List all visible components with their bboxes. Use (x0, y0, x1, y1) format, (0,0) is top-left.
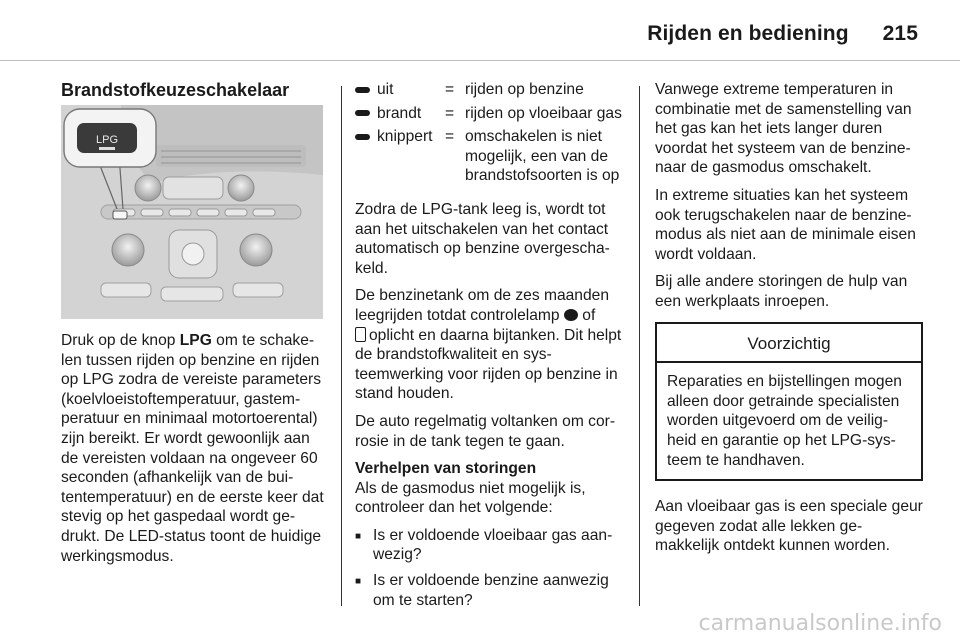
header-rule (0, 60, 960, 61)
page-header (647, 22, 918, 46)
column-1 (61, 331, 325, 574)
list-item: ■ Is er voldoende vloeibaar gas aan-wezig? (355, 526, 623, 565)
led-icon (355, 110, 370, 116)
led-status-table (355, 80, 623, 190)
column-divider (639, 86, 640, 606)
led-row: uit = rijden op benzine (355, 80, 623, 104)
paragraph: Zodra de LPG-tank leeg is, wordt tot aan het uitschakelen van het contact automatisch op benzine overgescha-keld. (355, 200, 610, 277)
page-number: 215 (882, 22, 918, 45)
led-icon (355, 134, 370, 140)
column-divider (341, 86, 342, 606)
led-row: knippert = omschakelen is niet mogelijk, een van de brandstofsoorten is op (355, 127, 623, 190)
paragraph: De benzinetank om de zes maanden leegrijden totdat controlelamp of oplicht en daarna bijtanken. Dit helpt de brandstofkwaliteit en sys-teemwerking voor rijden op benzine in stand houden. (355, 287, 622, 403)
lpg-button-label: LPG (95, 134, 119, 146)
paragraph: Als de gasmodus niet mogelijk is, controleer dan het volgende: (355, 479, 586, 517)
list-item: ■ Is er voldoende benzine aanwezig om te starten? (355, 571, 623, 610)
column-3 (655, 80, 923, 564)
dashboard-illustration (61, 105, 323, 319)
fuel-pump-icon (355, 327, 366, 342)
watermark: carmanualsonline.info (698, 611, 942, 636)
led-icon (355, 87, 370, 93)
paragraph: In extreme situaties kan het systeem ook terugschakelen naar de benzine-modus als niet aan de minimale eisen wordt voldaan. (655, 186, 916, 263)
led-row: brandt = rijden op vloeibaar gas (355, 104, 623, 128)
dashboard-photo (61, 105, 323, 319)
paragraph: Vanwege extreme temperaturen in combinatie met de samenstelling van het gas kan het iets langer duren voordat het systeem van de benzine-naar de gasmodus omschakelt. (655, 81, 912, 177)
caution-text: Reparaties en bijstellingen mogen alleen door getrainde specialisten worden uitgevoerd om de veilig-heid en garantie op het LPG-sys-teem te handhaven. (667, 373, 902, 469)
paragraph: Aan vloeibaar gas is een speciale geur gegeven zodat alle lekken ge-makkelijk ontdekt kunnen worden. (655, 498, 923, 555)
column-2 (355, 80, 623, 616)
lpg-keyword: LPG (179, 332, 212, 349)
subheading: Verhelpen van storingen (355, 460, 537, 478)
running-title: Rijden en bediening (647, 22, 849, 45)
caution-box (655, 322, 923, 482)
section-title: Brandstofkeuzeschakelaar (61, 80, 290, 100)
control-lamp-icon (564, 309, 578, 321)
intro-paragraph: Druk op de knop LPG om te schake-len tussen rijden op benzine en rijden op LPG zodra de vereiste parameters (koelvloeistoftemperatuur, gastem-peratuur en minimaal motortoerental) zijn bereikt. Er wordt gewoonlijk aan de vereisten voldaan na ongeveer 60 seconden (afhankelijk van de bui-tentemperatuur) en de eerste keer dat stevig op het gaspedaal wordt ge-drukt. De LED-status toont de huidige werkingsmodus. (61, 332, 324, 565)
paragraph: Bij alle andere storingen de hulp van een werkplaats inroepen. (655, 273, 908, 310)
paragraph: De auto regelmatig voltanken om cor-rosie in de tank tegen te gaan. (355, 412, 616, 450)
caution-title: Voorzichtig (657, 324, 921, 364)
check-list (355, 526, 623, 610)
